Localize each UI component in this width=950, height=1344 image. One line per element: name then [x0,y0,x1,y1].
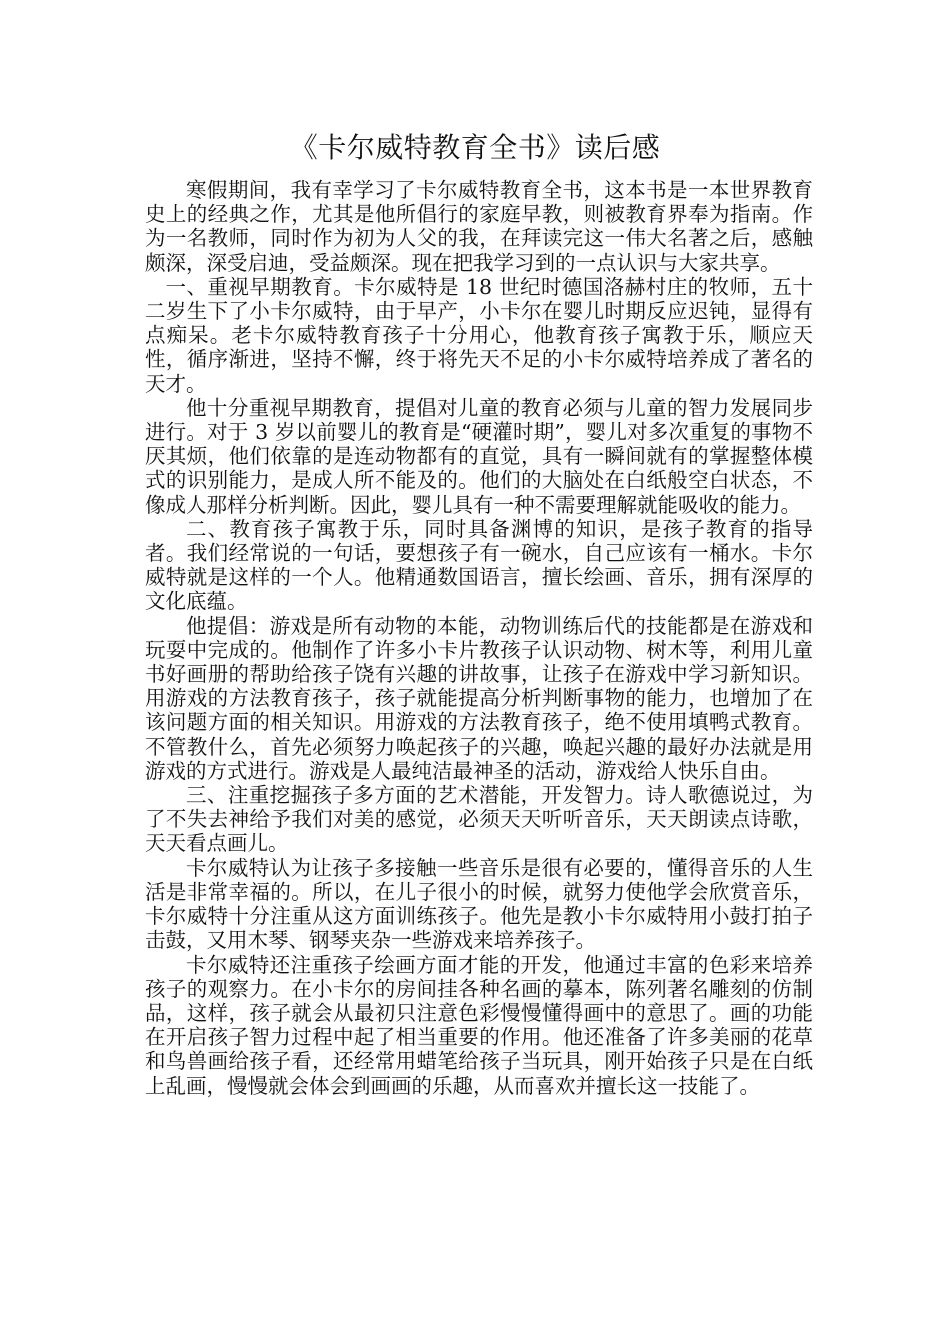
document-title: 《卡尔威特教育全书》读后感 [289,131,661,164]
paragraph-section-1: 一、重视早期教育。卡尔威特是 18 世纪时德国洛赫村庄的牧师，五十二岁生下了小卡尔威特，由于早产，小卡尔在婴儿时期反应迟钝，显得有点痴呆。老卡尔威特教育孩子十分用心，他教育孩子寓教于乐，顺应天性，循序渐进，坚持不懈，终于将先天不足的小卡尔威特培养成了著名的天才。 [145,274,813,396]
paragraph-section-2: 二、教育孩子寓教于乐，同时具备渊博的知识，是孩子教育的指导者。我们经常说的一句话，要想孩子有一碗水，自己应该有一桶水。卡尔威特就是这样的一个人。他精通数国语言，擅长绘画、音乐，拥有深厚的文化底蕴。 [145,516,813,614]
paragraph-section-3: 三、注重挖掘孩子多方面的艺术潜能，开发智力。诗人歌德说过，为了不失去神给予我们对美的感觉，必须天天听听音乐，天天朗读点诗歌，天天看点画儿。 [145,783,813,856]
document-body [145,178,813,1098]
paragraph-painting: 卡尔威特还注重孩子绘画方面才能的开发，他通过丰富的色彩来培养孩子的观察力。在小卡尔的房间挂各种名画的摹本，陈列著名雕刻的仿制品，这样，孩子就会从最初只注意色彩慢慢懂得画中的意思了。画的功能在开启孩子智力过程中起了相当重要的作用。他还准备了许多美丽的花草和鸟兽画给孩子看，还经常用蜡笔给孩子当玩具，刚开始孩子只是在白纸上乱画，慢慢就会体会到画画的乐趣，从而喜欢并擅长这一技能了。 [145,952,813,1098]
paragraph-intro: 寒假期间，我有幸学习了卡尔威特教育全书，这本书是一本世界教育史上的经典之作，尤其是他所倡行的家庭早教，则被教育界奉为指南。作为一名教师，同时作为初为人父的我，在拜读完这一伟大名著之后，感触颇深，深受启迪，受益颇深。现在把我学习到的一点认识与大家共享。 [145,178,813,275]
paragraph-music: 卡尔威特认为让孩子多接触一些音乐是很有必要的，懂得音乐的人生活是非常幸福的。所以，在儿子很小的时候，就努力使他学会欣赏音乐，卡尔威特十分注重从这方面训练孩子。他先是教小卡尔威特用小鼓打拍子击鼓，又用木琴、钢琴夹杂一些游戏来培养孩子。 [145,855,813,953]
paragraph-early-education: 他十分重视早期教育，提倡对儿童的教育必须与儿童的智力发展同步进行。对于 3 岁以前婴儿的教育是“硬灌时期”，婴儿对多次重复的事物不厌其烦，他们依靠的是连动物都有的直觉，具有一瞬间就有的掌握整体模式的识别能力，是成人所不能及的。他们的大脑处在白纸般空白状态，不像成人那样分析判断。因此，婴儿具有一种不需要理解就能吸收的能力。 [145,395,813,517]
paragraph-games: 他提倡：游戏是所有动物的本能，动物训练后代的技能都是在游戏和玩耍中完成的。他制作了许多小卡片教孩子认识动物、树木等，利用儿童书好画册的帮助给孩子饶有兴趣的讲故事，让孩子在游戏中学习新知识。用游戏的方法教育孩子，孩子就能提高分析判断事物的能力，也增加了在该问题方面的相关知识。用游戏的方法教育孩子，绝不使用填鸭式教育。不管教什么，首先必须努力唤起孩子的兴趣，唤起兴趣的最好办法就是用游戏的方式进行。游戏是人最纯洁最神圣的活动，游戏给人快乐自由。 [145,613,813,783]
